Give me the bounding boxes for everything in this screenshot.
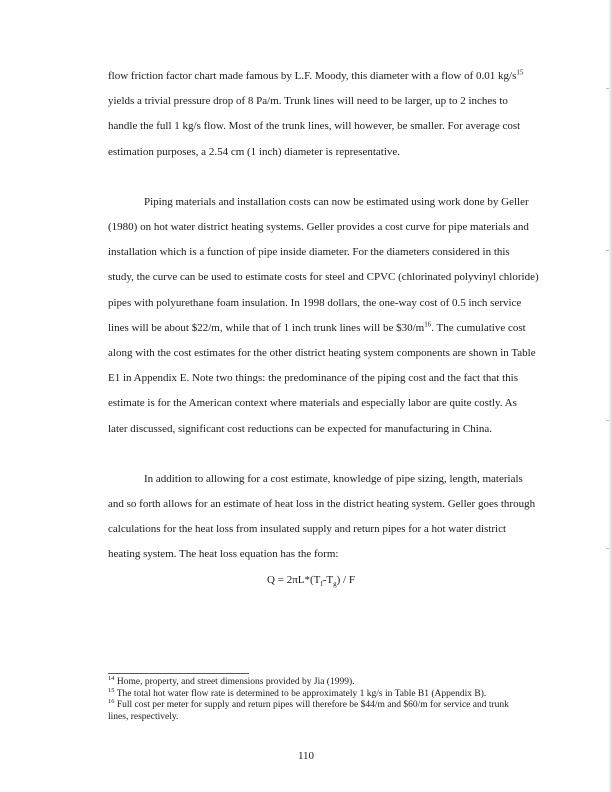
footnote-text: Home, property, and street dimensions provided by Jia (1999). [114,677,355,687]
equation-part: ) / F [336,573,355,586]
footnote-number: 14 [108,674,115,682]
footnote-separator [108,673,249,674]
paragraph-1 [108,64,524,165]
text-line: and so forth allows for an estimate of heat loss in the district heating system. Geller goes through [108,498,536,511]
equation-subscript: g [333,579,337,588]
page-edge-mark [606,88,609,89]
paragraph-2 [108,190,539,442]
text-line: pipes with polyurethane foam insulation. In 1998 dollars, the one-way cost of 0.5 inch service [108,296,522,309]
footnote-text: The total hot water flow rate is determined to be approximately 1 kg/s in Table B1 (Appendix B). [114,688,487,699]
text-line: In addition to allowing for a cost estimate, knowledge of pipe sizing, length, materials [144,472,523,485]
text-line: (1980) on hot water district heating systems. Geller provides a cost curve for pipe materials and [108,221,529,234]
heat-loss-equation [108,568,514,593]
text-line: heating system. The heat loss equation has the form: [108,548,339,561]
text-line: later discussed, significant cost reductions can be expected for manufacturing in China. [108,422,492,435]
page-edge-mark [606,250,609,251]
equation-part: Q = 2πL*(T [267,573,321,586]
footnote-ref-16: 16 [424,320,432,329]
footnotes [108,674,518,723]
paragraph-3 [108,467,536,568]
paragraph-gap [108,442,514,467]
text-line: handle the full 1 kg/s flow. Most of the trunk lines, will however, be smaller. For average cost [108,120,521,133]
text-line: yields a trivial pressure drop of 8 Pa/m. Trunk lines will need to be larger, up to 2 inches to [108,95,508,108]
text-line: calculations for the heat loss from insulated supply and return pipes for a hot water district [108,523,507,536]
page-edge-mark [606,420,609,421]
equation-part: -T [322,573,334,586]
text-line: estimate is for the American context where materials and especially labor are quite costly. As [108,397,517,410]
footnote-14 [108,674,518,689]
page-number: 110 [297,750,315,762]
text-fragment: lines will be about $22/m, while that of 1 inch trunk lines will be $30/m [108,321,425,334]
text-fragment: flow friction factor chart made famous by L.F. Moody, this diameter with a flow of 0.01 kg/s [108,70,517,82]
text-line [108,316,526,341]
text-line: along with the cost estimates for the other district heating system components are shown in Table [108,347,536,360]
equation-subscript: f [320,579,323,588]
footnote-text: Full cost per meter for supply and return pipes will therefore be $44/m and $60/m for service and trunk lines, respectively. [108,700,509,722]
footnote-15 [108,686,518,701]
footnote-ref-15: 15 [516,68,524,77]
footnote-16 [108,700,518,723]
text-fragment: . The cumulative cost [431,321,526,334]
footnote-number: 15 [108,686,115,694]
text-line [108,64,524,89]
text-line: Piping materials and installation costs can now be estimated using work done by Geller [144,195,529,208]
text-line: estimation purposes, a 2.54 cm (1 inch) diameter is representative. [108,145,401,158]
footnote-number: 16 [108,698,115,706]
text-line: installation which is a function of pipe inside diameter. For the diameters considered in this [108,246,510,259]
page-edge-mark [606,548,609,549]
body-text [108,64,539,593]
text-line: E1 in Appendix E. Note two things: the predominance of the piping cost and the fact that this [108,372,518,385]
paragraph-gap [108,165,514,190]
text-line: study, the curve can be used to estimate costs for steel and CPVC (chlorinated polyvinyl chloride) [108,271,539,284]
